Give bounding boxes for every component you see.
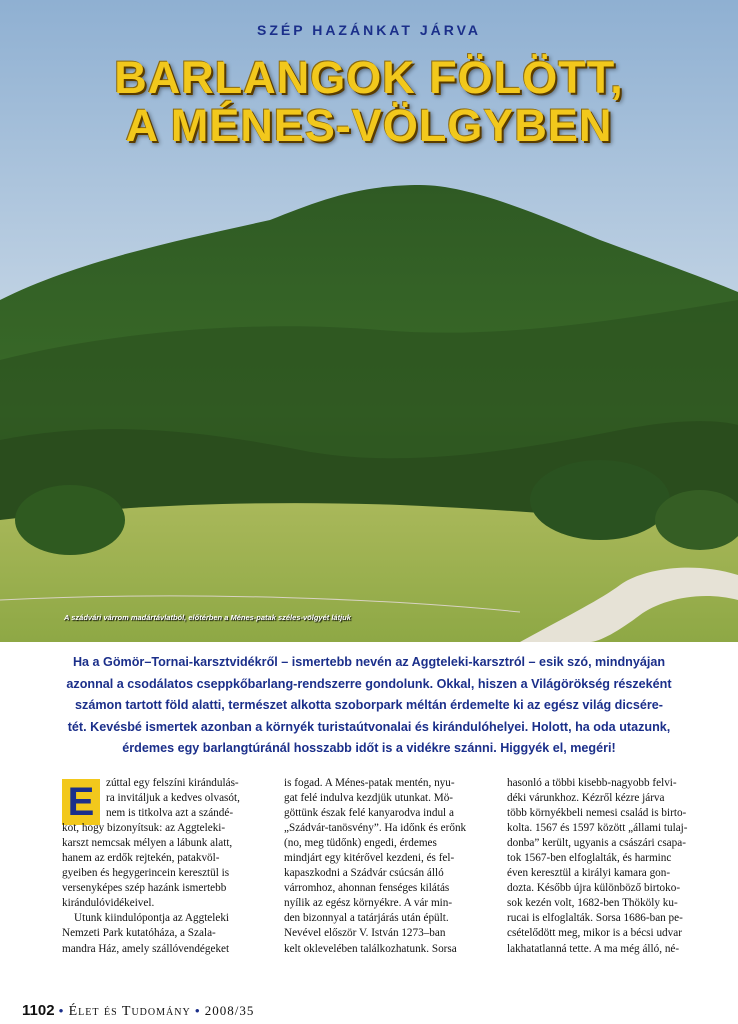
- issue-number: 2008/35: [204, 1003, 255, 1018]
- body-line: kolta. 1567 és 1597 között „állami tulaj-: [507, 822, 688, 835]
- body-line: rucai is elfoglalták. Sorsa 1686-ban pe-: [507, 912, 683, 925]
- photo-caption: A szádvári várrom madártávlatból, előtérben a Ménes-patak széles-völgyét látjuk: [64, 613, 351, 622]
- body-line: gat felé indulva kezdjük utunkat. Mö-: [284, 792, 454, 805]
- body-column-1: [62, 776, 266, 957]
- title-line-2: A MÉNES-VÖLGYBEN: [125, 100, 613, 151]
- body-line: várromhoz, ahonnan fenséges kilátás: [284, 882, 450, 895]
- body-line: déki várunkhoz. Kézről kézre járva: [507, 792, 665, 805]
- body-line: csételődött meg, mikor is a bécsi udvar: [507, 927, 682, 940]
- body-line: hanem az erdők rejtekén, patakvöl-: [62, 852, 220, 865]
- body-column-3: [507, 776, 719, 957]
- lead-line: Ha a Gömör–Tornai-karsztvidékről – ismertebb nevén az Aggteleki-karsztról – esik szó, mindnyájan: [72, 655, 666, 669]
- body-line: ra invitáljuk a kedves olvasót,: [106, 792, 240, 805]
- lead-line: tét. Kevésbé ismertek azonban a környék turistaútvonalai és kirándulóhelyei. Holott, ha oda utazunk,: [67, 719, 671, 734]
- body-line: mindjárt egy kitérővel kezdeni, és fel-: [284, 852, 455, 865]
- body-line: zúttal egy felszíni kirándulás-: [106, 777, 239, 789]
- separator-dot: •: [194, 1003, 201, 1018]
- body-line: dozta. Később újra különböző birtoko-: [507, 882, 681, 895]
- body-line: tok 1567-ben elfoglalták, és harminc: [507, 852, 672, 865]
- body-line: kirándulóvidékeivel.: [62, 897, 155, 910]
- lead-line: azonnal a csodálatos cseppkőbarlang-rendszerre gondolunk. Okkal, hiszen a Világörökség részeként: [66, 676, 672, 691]
- magazine-name: Élet és Tudomány: [68, 1004, 191, 1019]
- body-line: is fogad. A Ménes-patak mentén, nyu-: [284, 777, 455, 789]
- lead-paragraph: [0, 652, 738, 760]
- body-line: (no, meg tüdőnk) engedi, érdemes: [284, 837, 437, 850]
- title-line-1: BARLANGOK FÖLÖTT,: [114, 52, 624, 103]
- body-line: kot, hogy bizonyítsuk: az Aggteleki-: [62, 822, 226, 835]
- section-kicker: SZÉP HAZÁNKAT JÁRVA: [257, 22, 481, 38]
- body-line: karszt nemcsak mélyen a lábunk alatt,: [62, 837, 233, 850]
- page-footer: [22, 1002, 254, 1020]
- body-line: éven keresztül a királyi kamara gon-: [507, 867, 671, 880]
- body-line: versenyképes szép hazánk ismertebb: [62, 882, 227, 895]
- body-line: den bizonnyal a tatárjárás után épült.: [284, 912, 449, 925]
- body-column-2: [284, 776, 488, 957]
- body-line: mandra Ház, amely szállóvendégeket: [62, 942, 230, 955]
- body-line: kelt oklevelében találkozhatunk. Sorsa: [284, 942, 457, 955]
- separator-dot: •: [58, 1003, 65, 1018]
- body-line: nyílik az egész környékre. A vár min-: [284, 897, 453, 910]
- lead-line: számon tartott föld alatti, természet alkotta szoborpark méltán érdemelte ki az egész világ dicsére-: [75, 698, 663, 713]
- body-line: Nevével először V. István 1273–ban: [284, 927, 446, 940]
- body-line: gyeiben és hegygerincein keresztül is: [62, 867, 230, 880]
- body-line: Nemzeti Park kutatóháza, a Szala-: [62, 927, 216, 940]
- body-line: kapaszkodni a Szádvár csúcsán álló: [284, 867, 444, 880]
- drop-cap: E: [62, 779, 100, 825]
- page-number: 1102: [22, 1002, 55, 1019]
- body-line: több környékbeli nemesi család is birto-: [507, 807, 687, 820]
- body-line: „Szádvár-tanösvény”. Ha időnk és erőnk: [284, 822, 467, 835]
- body-line: Utunk kiindulópontja az Aggteleki: [74, 912, 230, 925]
- lead-line: érdemes egy barlangtúránál hosszabb időt is a vidékre szánni. Higgyék el, megéri!: [122, 741, 616, 756]
- body-line: lakhatatlanná tette. A ma még álló, né-: [507, 942, 680, 955]
- body-line: göttünk észak felé kanyarodva indul a: [284, 807, 454, 820]
- body-line: sok kezén volt, 1682-ben Thököly ku-: [507, 897, 678, 910]
- body-line: donba” került, ugyanis a császári csapa-: [507, 837, 686, 850]
- body-line: nem is titkolva azt a szándé-: [106, 807, 234, 820]
- body-line: hasonló a többi kisebb-nagyobb felvi-: [507, 777, 677, 789]
- article-title: [0, 54, 738, 150]
